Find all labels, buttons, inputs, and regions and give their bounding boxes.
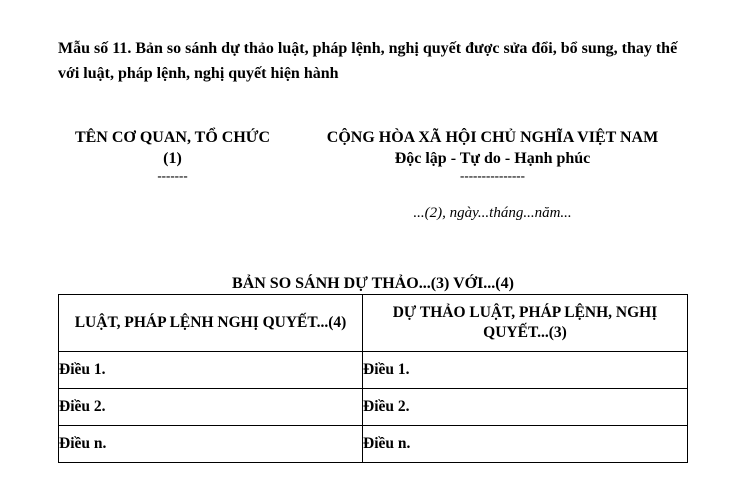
nation-motto: Độc lập - Tự do - Hạnh phúc bbox=[394, 150, 591, 167]
comparison-title: BẢN SO SÁNH DỰ THẢO...(3) VỚI...(4) bbox=[232, 275, 514, 292]
cell-draft-article: Điều 2. bbox=[363, 389, 688, 426]
header-current-law: LUẬT, PHÁP LỆNH NGHỊ QUYẾT...(4) bbox=[59, 295, 363, 352]
cell-draft-article: Điều n. bbox=[363, 426, 688, 463]
organization-name: TÊN CƠ QUAN, TỔ CHỨC bbox=[74, 129, 271, 146]
organization-ref: (1) bbox=[163, 150, 182, 167]
cell-draft-article: Điều 1. bbox=[363, 352, 688, 389]
form-title: Mẫu số 11. Bản so sánh dự thảo luật, pháp lệnh, nghị quyết được sửa đổi, bổ sung, thay thế với luật, pháp lệnh, nghị quyết hiện hành bbox=[58, 40, 678, 82]
organization-separator: ------- bbox=[157, 168, 188, 183]
comparison-table bbox=[58, 294, 688, 463]
header-draft-law: DỰ THẢO LUẬT, PHÁP LỆNH, NGHỊ QUYẾT...(3) bbox=[363, 295, 688, 352]
organization-header bbox=[55, 127, 290, 183]
table-row bbox=[59, 389, 688, 426]
place-date-line: ...(2), ngày...tháng...năm... bbox=[413, 205, 572, 221]
cell-current-article: Điều n. bbox=[59, 426, 363, 463]
table-header-row bbox=[59, 295, 688, 352]
table-row bbox=[59, 352, 688, 389]
nation-separator: --------------- bbox=[460, 168, 525, 183]
cell-current-article: Điều 2. bbox=[59, 389, 363, 426]
table-row bbox=[59, 426, 688, 463]
cell-current-article: Điều 1. bbox=[59, 352, 363, 389]
nation-name: CỘNG HÒA XÃ HỘI CHỦ NGHĨA VIỆT NAM bbox=[326, 129, 659, 146]
national-header bbox=[300, 127, 685, 183]
